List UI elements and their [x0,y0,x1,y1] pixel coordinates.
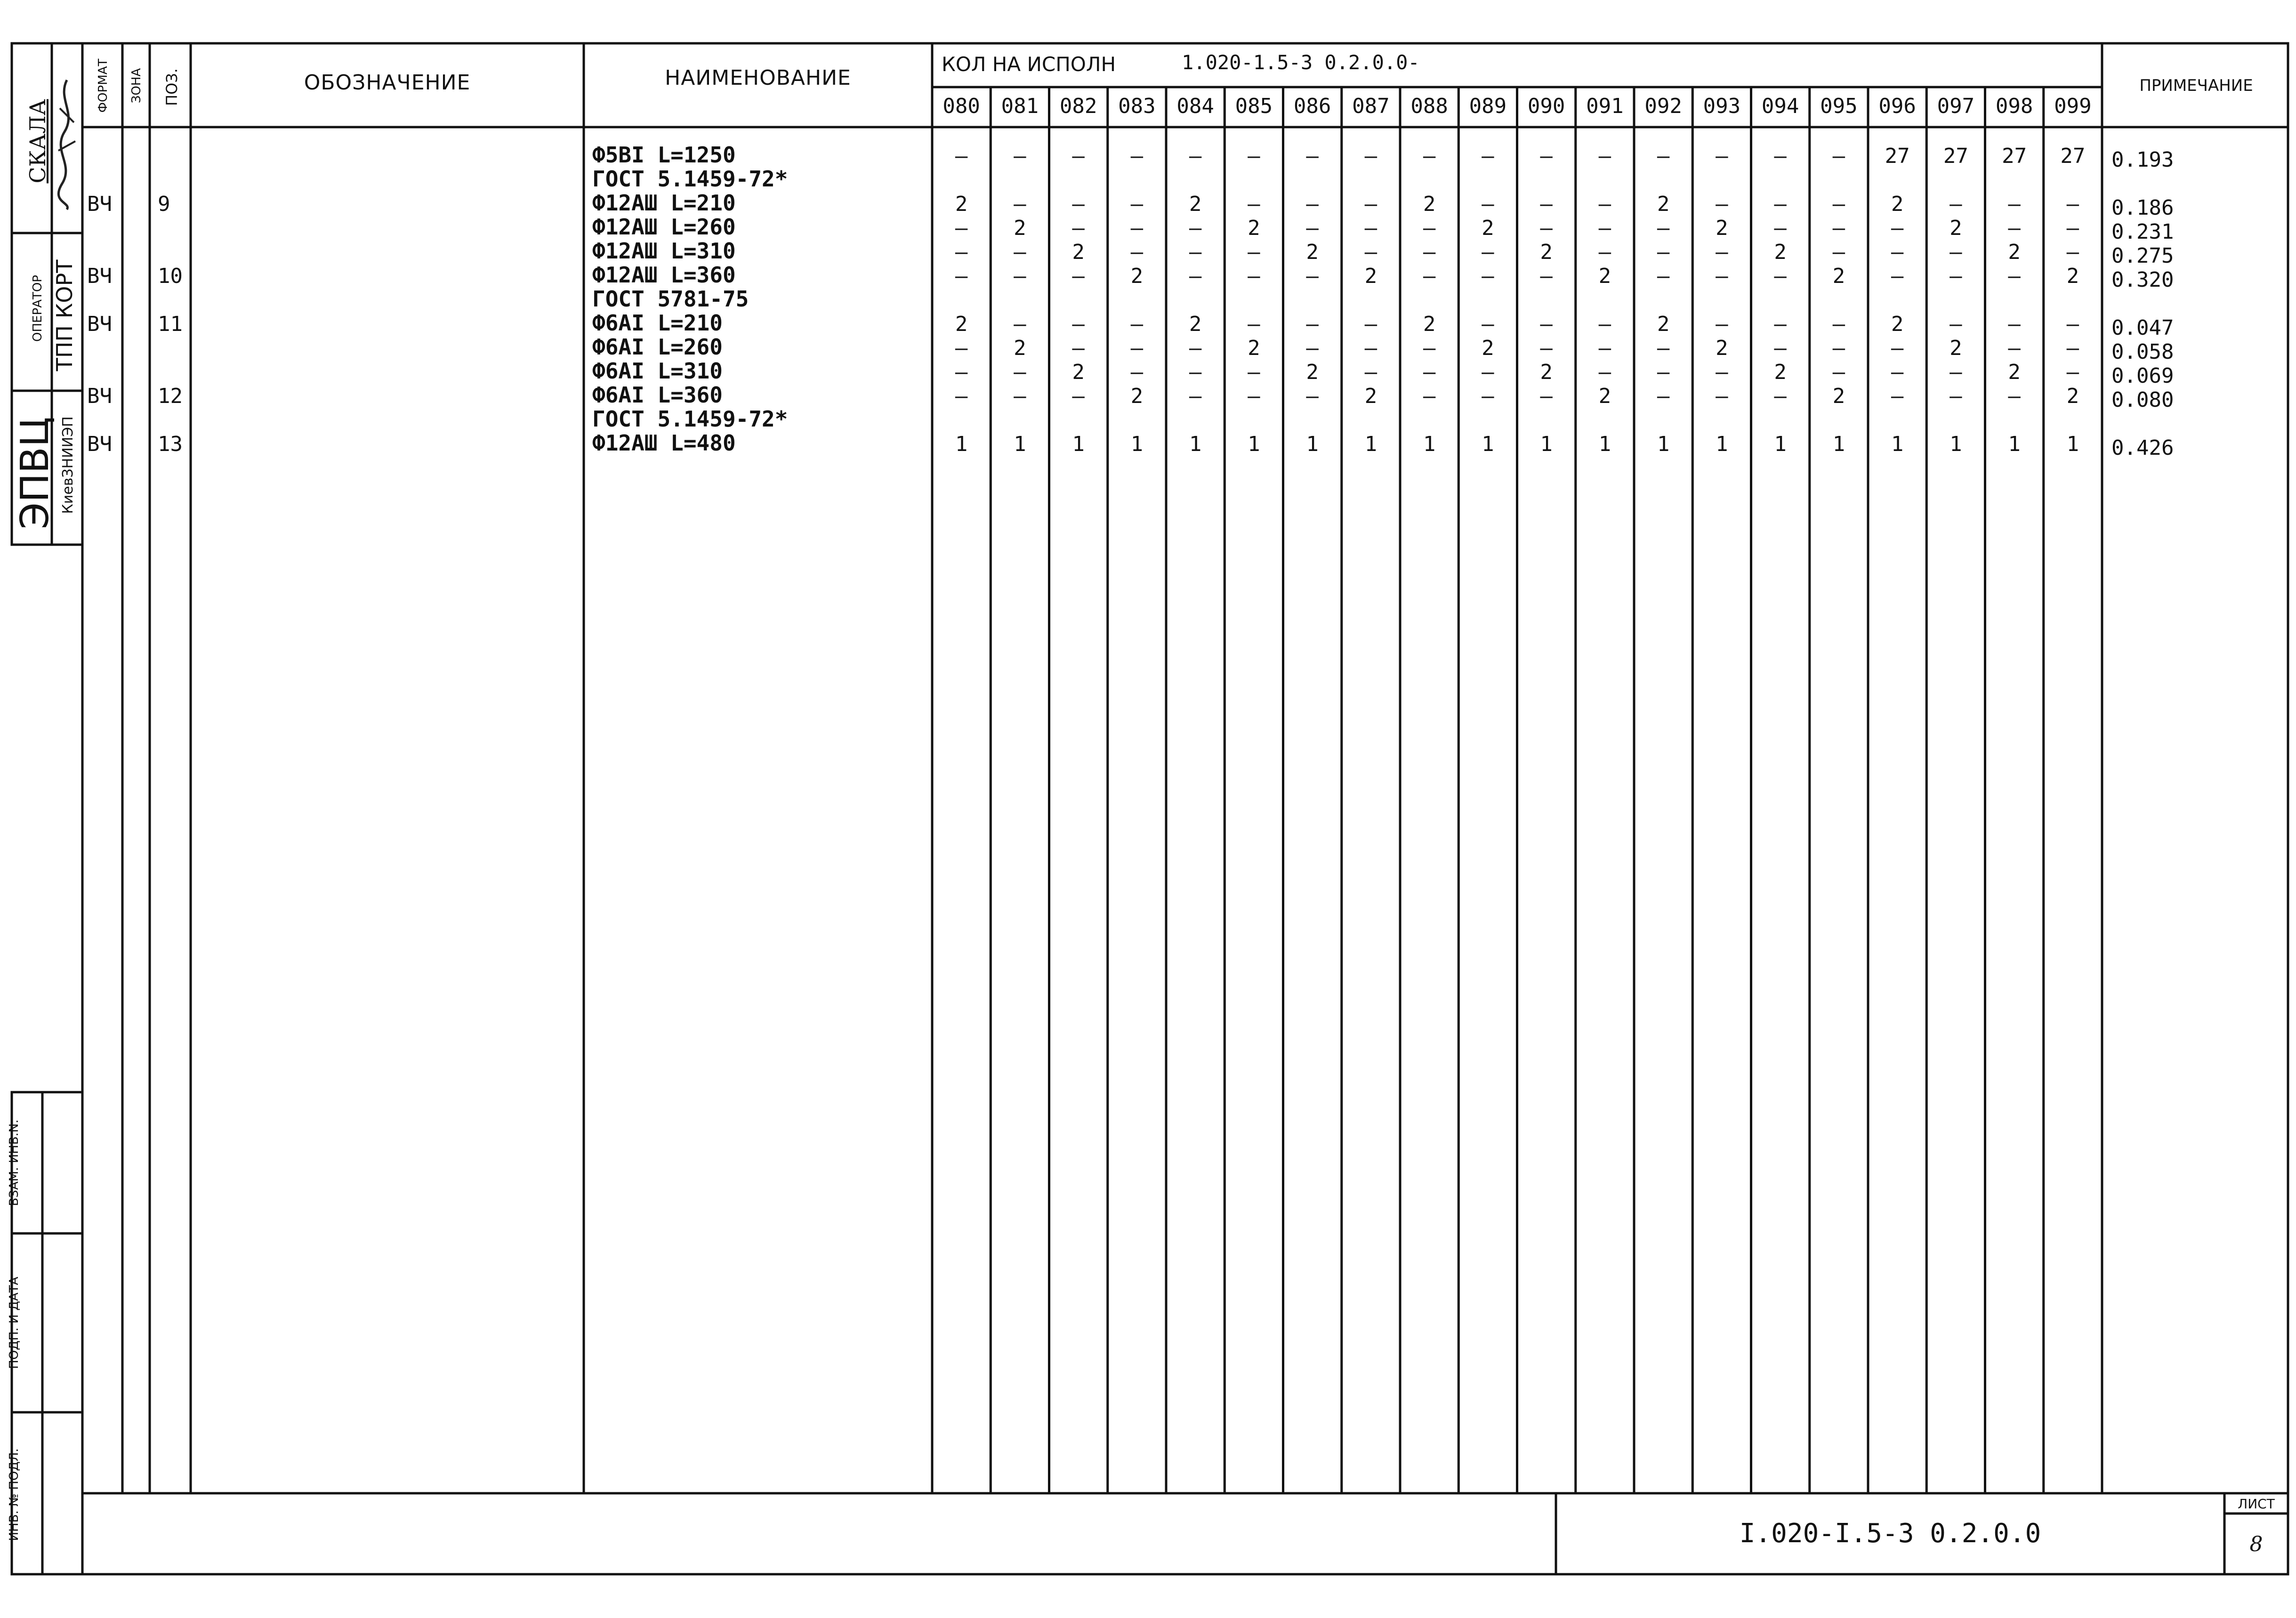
qty-cell: – [2008,216,2021,240]
qty-cell: – [1189,144,1202,168]
qty-cell: – [2066,192,2079,216]
variant-header: 096 [1878,94,1916,118]
qty-cell: – [1364,360,1378,384]
row-note: 0.058 [2111,340,2174,364]
row-name: Ф6АI L=310 [592,358,723,384]
qty-cell: 2 [1423,312,1436,336]
qty-cell: 27 [1885,144,1910,168]
qty-cell: 2 [1014,336,1026,360]
qty-cell: – [1950,360,1962,384]
qty-cell: – [1014,144,1026,168]
qty-cell: 2 [1716,216,1728,240]
qty-cell: – [1657,240,1670,264]
qty-cell: – [1306,144,1319,168]
qty-cell: – [2008,384,2021,408]
qty-cell: – [1306,216,1319,240]
qty-cell: – [1832,336,1845,360]
qty-cell: – [1832,360,1845,384]
qty-cell: 1 [1482,432,1494,456]
qty-cell: 2 [1248,216,1260,240]
qty-cell: – [1364,240,1378,264]
qty-cell: – [1306,264,1319,288]
qty-cell: 1 [1130,432,1144,456]
qty-cell: 2 [1540,240,1553,264]
qty-cell: – [1891,264,1904,288]
qty-cell: – [955,240,968,264]
variant-header: 085 [1235,94,1273,118]
qty-cell: – [1540,312,1553,336]
qty-cell: – [2008,336,2021,360]
qty-cell: – [1774,144,1787,168]
qty-cell: – [1423,216,1436,240]
qty-cell: 2 [1657,312,1670,336]
qty-cell: – [1423,336,1436,360]
qty-cell: – [1364,312,1378,336]
qty-cell: – [1891,384,1904,408]
qty-cell: – [1540,216,1553,240]
qty-cell: – [1072,384,1085,408]
row-pos: 11 [158,312,183,336]
header-note: ПРИМЕЧАНИЕ [2139,76,2253,95]
qty-cell: 2 [1657,192,1670,216]
signature-icon [53,71,81,212]
qty-cell: 2 [1774,240,1787,264]
footer-sheet-label: ЛИСТ [2238,1496,2275,1512]
label-podp: ПОДП. И ДАТА [7,1277,21,1369]
qty-cell: 2 [2066,384,2079,408]
row-name: ГОСТ 5.1459-72* [592,166,788,192]
qty-cell: – [1014,240,1026,264]
qty-cell: – [1130,312,1144,336]
qty-cell: – [2066,360,2079,384]
qty-cell: 2 [1832,384,1845,408]
qty-cell: 2 [1598,384,1611,408]
qty-cell: – [1072,264,1085,288]
qty-cell: 2 [1482,216,1494,240]
stamp-operator: ОПЕРАТОР [31,275,45,342]
qty-cell: 2 [1482,336,1494,360]
qty-cell: – [1248,192,1260,216]
qty-cell: – [1482,192,1494,216]
qty-cell: 2 [955,192,968,216]
row-pos: 9 [158,192,170,216]
variant-header: 082 [1059,94,1097,118]
stamp-tpp: ТПП КОРТ [52,259,77,371]
qty-cell: – [2066,240,2079,264]
row-note: 0.080 [2111,388,2174,412]
qty-cell: – [1130,336,1144,360]
qty-cell: – [1540,264,1553,288]
qty-cell: 2 [2008,240,2021,264]
qty-cell: 2 [1248,336,1260,360]
qty-cell: – [955,336,968,360]
header-name: НАИМЕНОВАНИЕ [665,66,851,90]
qty-cell: 1 [1306,432,1319,456]
qty-cell: 1 [1014,432,1026,456]
qty-cell: 2 [1774,360,1787,384]
row-pos: 10 [158,264,183,288]
row-name: Ф6АI L=210 [592,310,723,336]
variant-header: 094 [1761,94,1799,118]
qty-cell: 2 [1364,384,1378,408]
qty-cell: – [1598,312,1611,336]
qty-cell: – [1774,336,1787,360]
qty-cell: 2 [1306,240,1319,264]
qty-cell: – [1891,216,1904,240]
qty-cell: – [2066,216,2079,240]
qty-cell: 2 [1014,216,1026,240]
qty-cell: 2 [1540,360,1553,384]
qty-cell: 2 [1598,264,1611,288]
qty-cell: – [1014,384,1026,408]
row-note: 0.069 [2111,364,2174,388]
qty-cell: 2 [1189,192,1202,216]
qty-cell: – [1482,312,1494,336]
qty-cell: – [1130,192,1144,216]
row-pos: 12 [158,384,183,408]
variant-header: 098 [1995,94,2033,118]
qty-cell: – [1189,216,1202,240]
header-zone: ЗОНА [129,68,144,104]
qty-cell: – [1072,336,1085,360]
qty-cell: – [1774,192,1787,216]
row-name: Ф12АШ L=360 [592,262,736,288]
label-inv: ИНВ. № ПОДЛ. [7,1448,21,1541]
qty-cell: – [1072,312,1085,336]
row-name: Ф12АШ L=480 [592,430,736,456]
row-note: 0.275 [2111,244,2174,268]
qty-cell: 2 [955,312,968,336]
variant-header: 089 [1469,94,1507,118]
qty-cell: – [955,144,968,168]
header-qty-doc: 1.020-1.5-3 0.2.0.0- [1182,51,1420,74]
variant-header: 080 [943,94,980,118]
variant-header: 087 [1352,94,1390,118]
qty-cell: – [1774,384,1787,408]
qty-cell: – [1306,312,1319,336]
variant-header: 083 [1118,94,1156,118]
qty-cell: – [1364,192,1378,216]
variant-header: 088 [1410,94,1448,118]
qty-cell: 2 [1189,312,1202,336]
qty-cell: – [1716,312,1728,336]
qty-cell: – [1657,384,1670,408]
header-format: ФОРМАТ [96,58,110,113]
qty-cell: – [1598,240,1611,264]
footer-doc-number: I.020-I.5-3 0.2.0.0 [1739,1518,2041,1549]
qty-cell: 1 [2008,432,2021,456]
qty-cell: 1 [1364,432,1378,456]
qty-cell: – [1306,384,1319,408]
stamp-skala: СКАЛА [25,99,50,184]
qty-cell: – [1014,192,1026,216]
qty-cell: – [1482,144,1494,168]
row-name: Ф12АШ L=260 [592,214,736,240]
qty-cell: – [1130,216,1144,240]
variant-header: 095 [1820,94,1858,118]
qty-cell: – [1657,360,1670,384]
qty-cell: – [1423,240,1436,264]
qty-cell: – [955,360,968,384]
qty-cell: – [1891,240,1904,264]
qty-cell: – [1189,264,1202,288]
qty-cell: – [1189,384,1202,408]
qty-cell: 2 [1950,216,1962,240]
qty-cell: 1 [955,432,968,456]
qty-cell: – [1950,240,1962,264]
qty-cell: – [1774,216,1787,240]
qty-cell: 1 [1072,432,1085,456]
qty-cell: – [1014,312,1026,336]
qty-cell: 1 [1832,432,1845,456]
header-qty-title: КОЛ НА ИСПОЛН [942,53,1116,76]
variant-header: 086 [1293,94,1331,118]
row-note: 0.193 [2111,148,2174,172]
qty-cell: – [1248,144,1260,168]
qty-cell: – [1482,384,1494,408]
qty-cell: – [1482,264,1494,288]
qty-cell: – [1832,312,1845,336]
qty-cell: – [1657,144,1670,168]
qty-cell: – [1950,264,1962,288]
qty-cell: – [1891,360,1904,384]
header-designation: ОБОЗНАЧЕНИЕ [304,71,471,95]
variant-header: 093 [1703,94,1741,118]
qty-cell: 2 [1832,264,1845,288]
qty-cell: – [1189,360,1202,384]
qty-cell: – [1423,384,1436,408]
qty-cell: 1 [1891,432,1904,456]
qty-cell: – [1189,336,1202,360]
qty-cell: – [1072,216,1085,240]
qty-cell: – [1423,144,1436,168]
variant-header: 092 [1644,94,1682,118]
qty-cell: 1 [1189,432,1202,456]
qty-cell: – [1306,192,1319,216]
row-name: Ф12АШ L=210 [592,190,736,216]
qty-cell: 1 [1774,432,1787,456]
variant-header: 081 [1001,94,1039,118]
row-format: ВЧ [87,312,112,336]
row-name: Ф12АШ L=310 [592,238,736,264]
qty-cell: 1 [1248,432,1260,456]
qty-cell: – [1716,264,1728,288]
qty-cell: – [2008,312,2021,336]
qty-cell: – [1598,360,1611,384]
qty-cell: 27 [2060,144,2086,168]
qty-cell: 2 [1364,264,1378,288]
qty-cell: – [1657,336,1670,360]
qty-cell: – [1891,336,1904,360]
qty-cell: – [1774,264,1787,288]
qty-cell: – [1130,144,1144,168]
qty-cell: – [1832,216,1845,240]
qty-cell: – [1716,192,1728,216]
qty-cell: – [1716,144,1728,168]
qty-cell: – [1657,216,1670,240]
variant-header: 091 [1586,94,1624,118]
qty-cell: – [1130,360,1144,384]
qty-cell: – [1540,384,1553,408]
qty-cell: – [1774,312,1787,336]
qty-cell: 2 [1423,192,1436,216]
qty-cell: 2 [1891,192,1904,216]
qty-cell: – [1072,144,1085,168]
row-name: ГОСТ 5.1459-72* [592,406,788,432]
qty-cell: – [1482,240,1494,264]
qty-cell: – [1423,264,1436,288]
qty-cell: – [1598,144,1611,168]
qty-cell: 2 [1072,240,1085,264]
qty-cell: – [1248,384,1260,408]
qty-cell: 2 [1072,360,1085,384]
qty-cell: – [2008,192,2021,216]
qty-cell: – [1540,336,1553,360]
row-name: Ф5ВI L=1250 [592,142,736,168]
qty-cell: – [1248,312,1260,336]
qty-cell: – [2066,312,2079,336]
variant-header: 084 [1176,94,1214,118]
qty-cell: – [1364,144,1378,168]
row-pos: 13 [158,432,183,456]
qty-cell: – [1130,240,1144,264]
row-note: 0.186 [2111,196,2174,220]
qty-cell: – [1716,384,1728,408]
row-note: 0.320 [2111,268,2174,292]
qty-cell: – [1248,240,1260,264]
qty-cell: 1 [1950,432,1962,456]
header-pos: ПОЗ. [163,68,181,106]
qty-cell: 2 [1950,336,1962,360]
stamp-institute: КиевЗНИИЭП [60,416,76,514]
qty-cell: – [1423,360,1436,384]
qty-cell: 1 [1657,432,1670,456]
qty-cell: – [1832,240,1845,264]
qty-cell: 2 [1891,312,1904,336]
qty-cell: – [1072,192,1085,216]
row-note: 0.047 [2111,316,2174,340]
qty-cell: 27 [1943,144,1968,168]
row-format: ВЧ [87,384,112,408]
qty-cell: – [1540,192,1553,216]
qty-cell: – [1950,312,1962,336]
qty-cell: – [955,264,968,288]
row-format: ВЧ [87,264,112,288]
qty-cell: – [1832,192,1845,216]
qty-cell: 2 [1130,384,1144,408]
qty-cell: – [1598,216,1611,240]
qty-cell: – [1248,360,1260,384]
row-format: ВЧ [87,432,112,456]
qty-cell: – [2008,264,2021,288]
row-note: 0.231 [2111,220,2174,244]
qty-cell: – [1598,192,1611,216]
qty-cell: 1 [2066,432,2079,456]
qty-cell: – [1950,384,1962,408]
qty-cell: – [1716,240,1728,264]
qty-cell: – [1598,336,1611,360]
qty-cell: – [1540,144,1553,168]
qty-cell: 2 [1306,360,1319,384]
qty-cell: 2 [2008,360,2021,384]
footer-sheet-number: 8 [2249,1532,2263,1556]
qty-cell: 2 [1130,264,1144,288]
qty-cell: – [1306,336,1319,360]
qty-cell: – [1657,264,1670,288]
qty-cell: – [2066,336,2079,360]
qty-cell: – [1189,240,1202,264]
label-vzam: ВЗАМ. ИНВ.N. [7,1119,21,1207]
qty-cell: – [1832,144,1845,168]
qty-cell: – [1248,264,1260,288]
qty-cell: 2 [2066,264,2079,288]
row-format: ВЧ [87,192,112,216]
qty-cell: – [955,216,968,240]
qty-cell: – [955,384,968,408]
qty-cell: – [1482,360,1494,384]
row-note: 0.426 [2111,436,2174,460]
qty-cell: – [1716,360,1728,384]
qty-cell: – [1014,360,1026,384]
variant-header: 097 [1937,94,1975,118]
row-name: ГОСТ 5781-75 [592,286,749,312]
stamp-epvc: ЭПВЦ [13,417,57,530]
qty-cell: 1 [1598,432,1611,456]
qty-cell: 1 [1716,432,1728,456]
row-name: Ф6АI L=260 [592,334,723,360]
variant-header: 090 [1527,94,1565,118]
variant-header: 099 [2054,94,2092,118]
qty-cell: 1 [1423,432,1436,456]
qty-cell: – [1014,264,1026,288]
qty-cell: – [1364,216,1378,240]
qty-cell: 2 [1716,336,1728,360]
row-name: Ф6АI L=360 [592,382,723,408]
qty-cell: 1 [1540,432,1553,456]
qty-cell: – [1950,192,1962,216]
qty-cell: – [1364,336,1378,360]
qty-cell: 27 [2002,144,2027,168]
